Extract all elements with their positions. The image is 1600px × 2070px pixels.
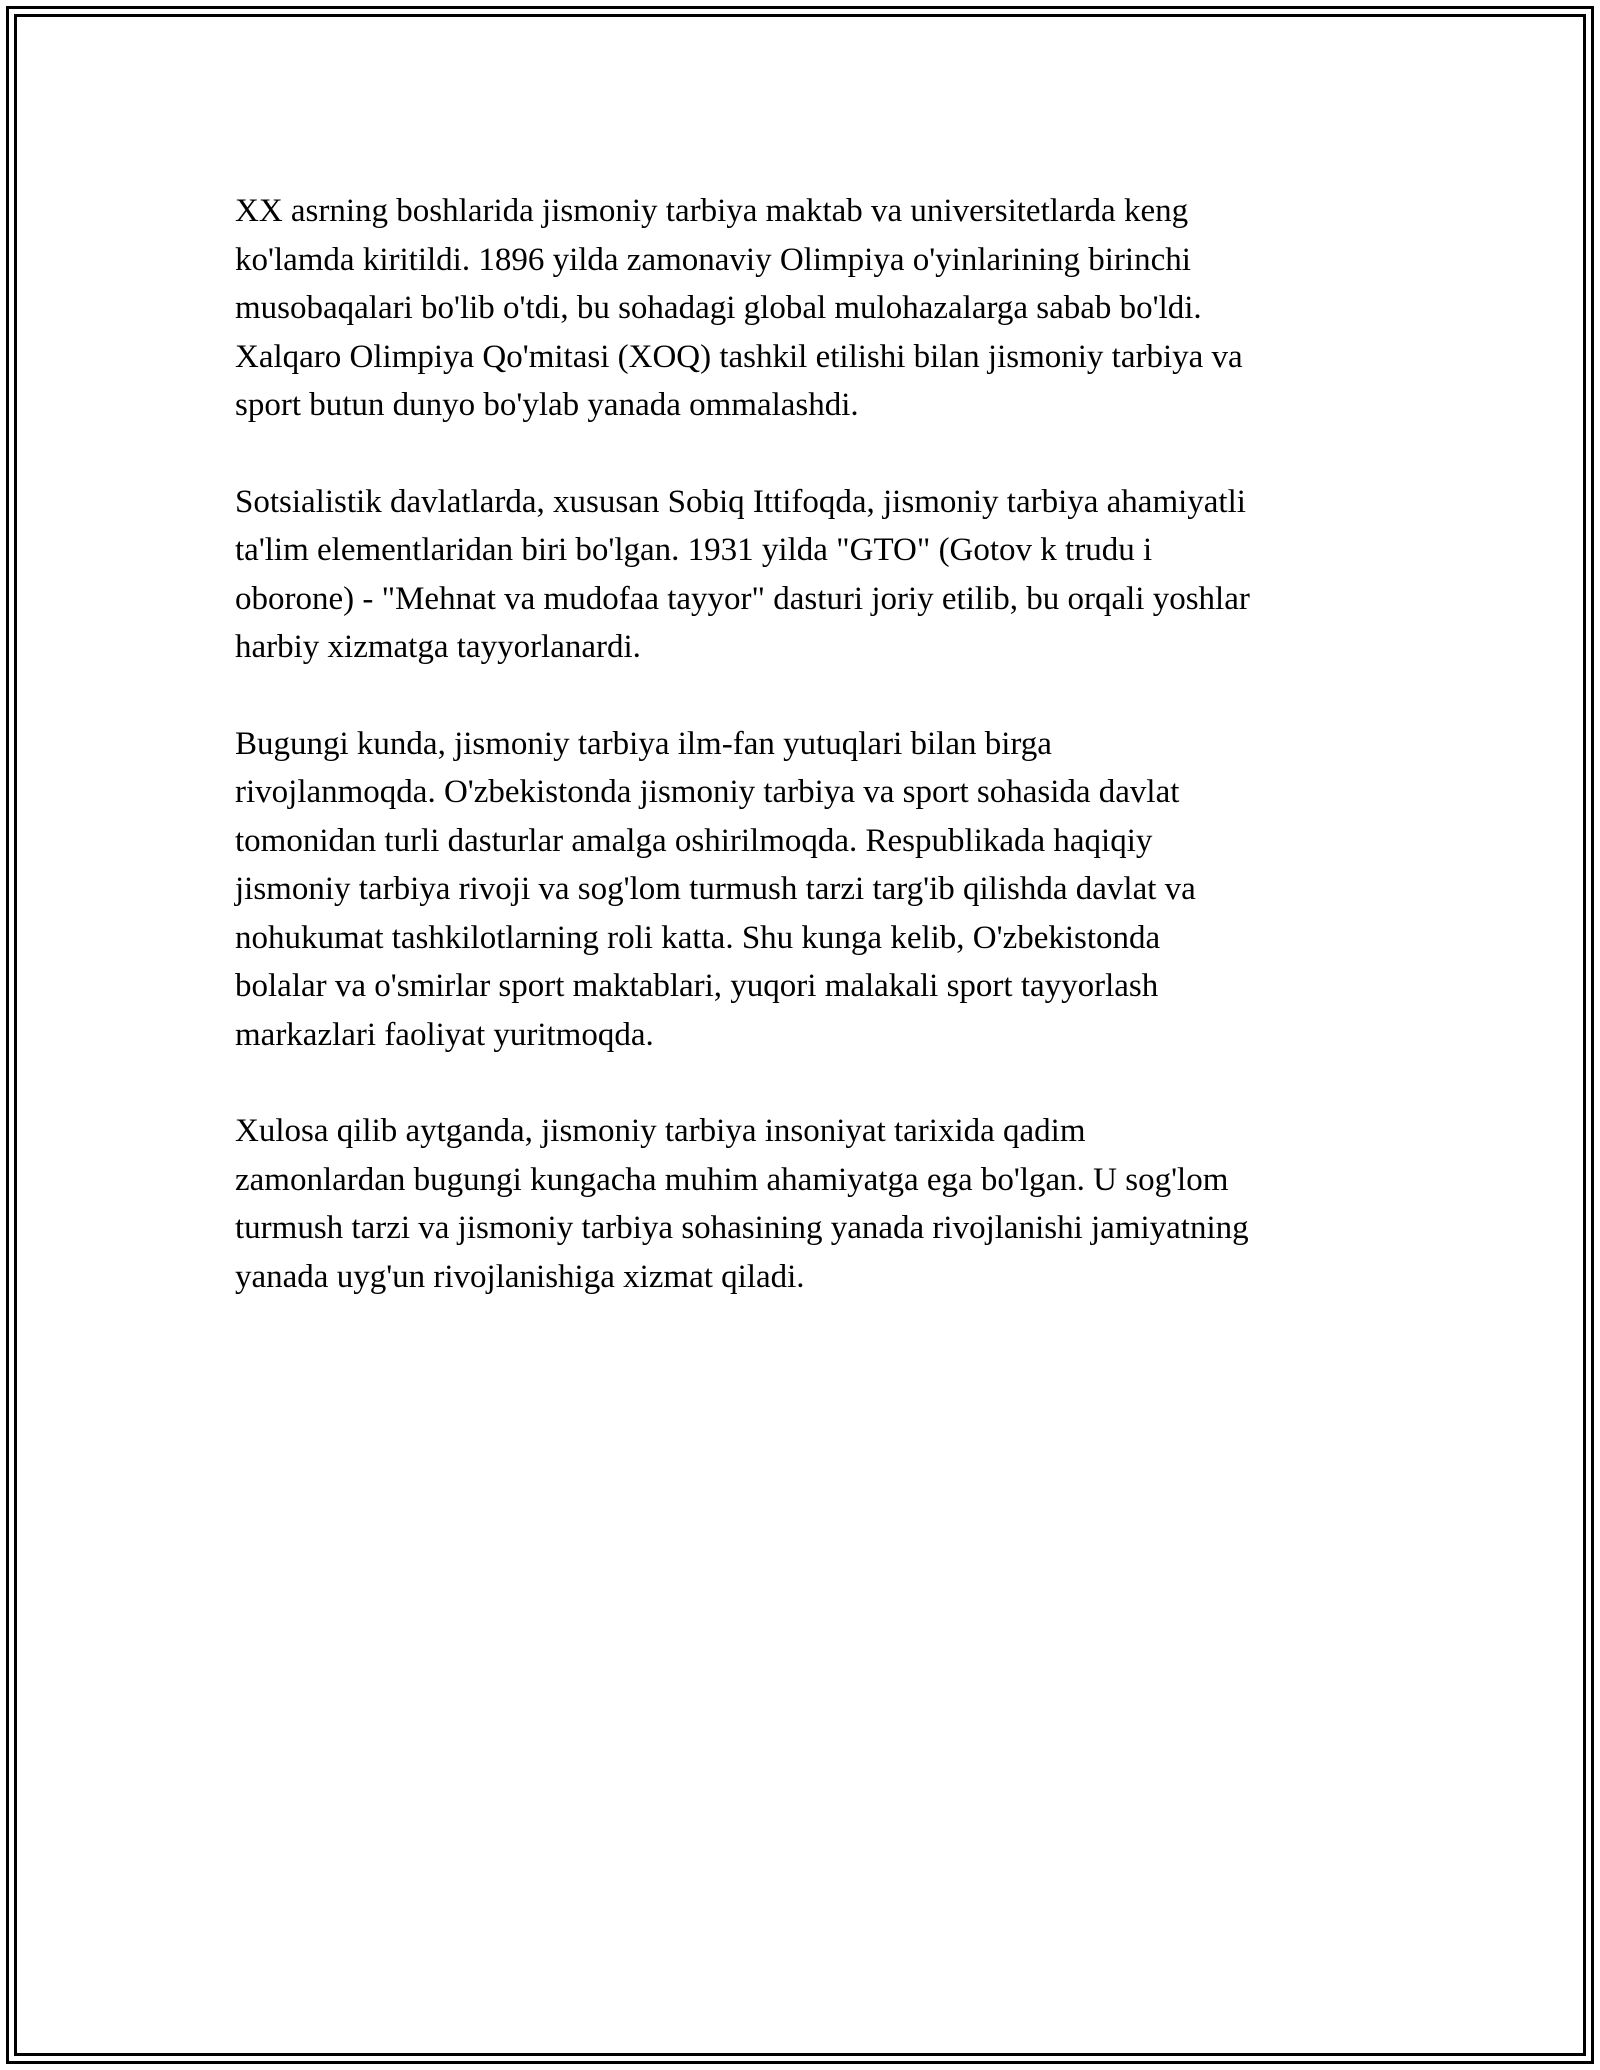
paragraph-2: Sotsialistik davlatlarda, xususan Sobiq Ittifoqda, jismoniy tarbiya ahamiyatli ta'lim elementlaridan biri bo'lgan. 1931 yilda "GTO" (Gotov k trudu i oborone) - "Mehnat va mudofaa tayyor" dasturi joriy etilib, bu orqali yoshlar harbiy xizmatga tayyorlanardi. bbox=[235, 483, 1250, 665]
paragraph-4: Xulosa qilib aytganda, jismoniy tarbiya insoniyat tarixida qadim zamonlardan bugungi kungacha muhim ahamiyatga ega bo'lgan. U sog'lom turmush tarzi va jismoniy tarbiya sohasining yanada rivojlanishi jamiyatning yanada uyg'un rivojlanishiga xizmat qiladi. bbox=[235, 1113, 1249, 1295]
paragraph-1: XX asrning boshlarida jismoniy tarbiya maktab va universitetlarda keng ko'lamda kiritildi. 1896 yilda zamonaviy Olimpiya o'yinlarining birinchi musobaqalari bo'lib o'tdi, bu sohadagi global mulohazalarga sabab bo'ldi. Xalqaro Olimpiya Qo'mitasi (XOQ) tashkil etilishi bilan jismoniy tarbiya va sport butun dunyo bo'ylab yanada ommalashdi. bbox=[235, 193, 1243, 423]
document-body bbox=[235, 187, 1375, 1349]
paragraph-3: Bugungi kunda, jismoniy tarbiya ilm-fan yutuqlari bilan birga rivojlanmoqda. O'zbekistonda jismoniy tarbiya va sport sohasida davlat tomonidan turli dasturlar amalga oshirilmoqda. Respublikada haqiqiy jismoniy tarbiya rivoji va sog'lom turmush tarzi targ'ib qilishda davlat va nohukumat tashkilotlarning roli katta. Shu kunga kelib, O'zbekistonda bolalar va o'smirlar sport maktablari, yuqori malakali sport tayyorlash markazlari faoliyat yuritmoqda. bbox=[235, 725, 1196, 1053]
